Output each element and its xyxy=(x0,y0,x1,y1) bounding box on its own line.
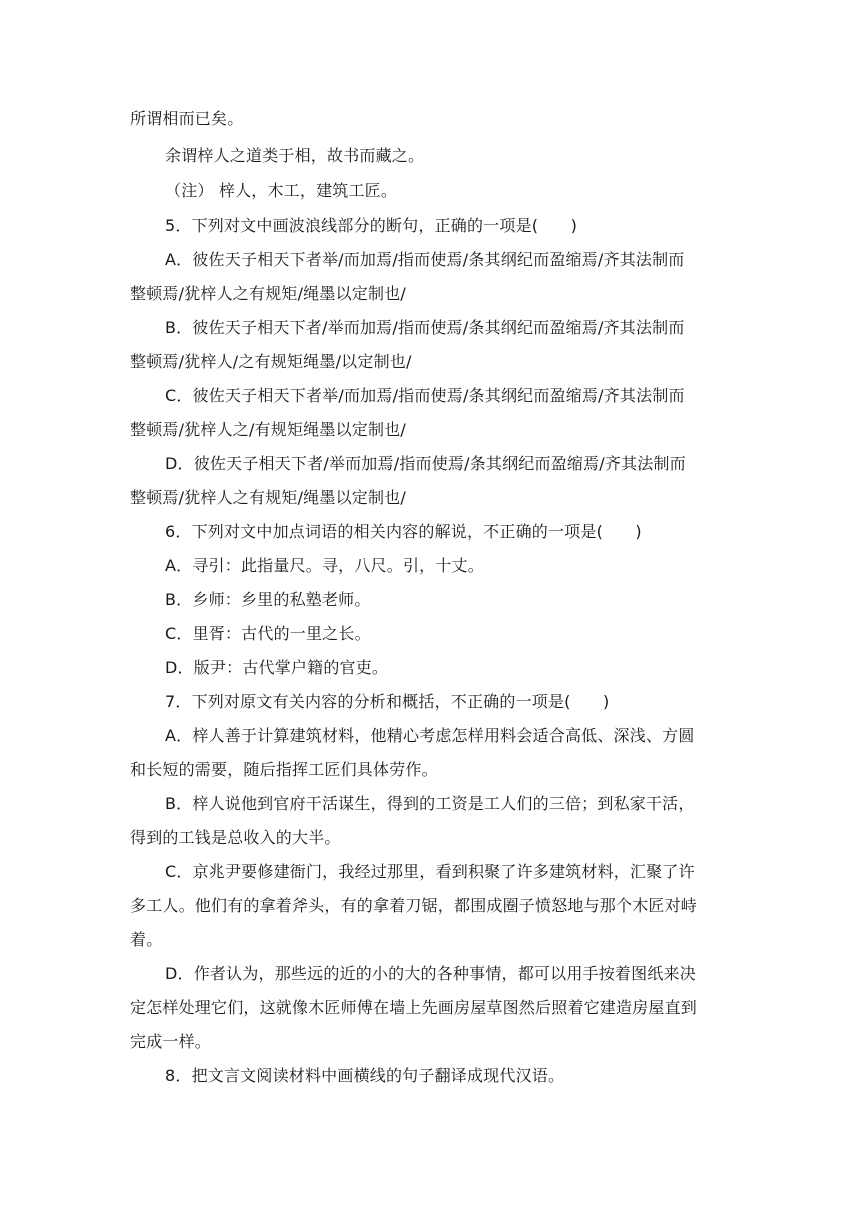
q5-option-c-cont: 整顿焉/犹梓人之/有规矩绳墨以定制也/ xyxy=(130,420,406,439)
q7-option-c-cont-2: 着。 xyxy=(130,930,163,949)
q5-option-d-cont: 整顿焉/犹梓人之有规矩/绳墨以定制也/ xyxy=(130,488,406,507)
q7-option-a: A．梓人善于计算建筑材料，他精心考虑怎样用料会适合高低、深浅、方圆 xyxy=(165,726,695,745)
q6-option-b: B．乡师：乡里的私塾老师。 xyxy=(165,590,371,609)
q7-option-b: B．梓人说他到官府干活谋生，得到的工资是工人们的三倍；到私家干活， xyxy=(165,794,695,813)
question-7-stem: 7．下列对原文有关内容的分析和概括，不正确的一项是( ) xyxy=(165,692,610,711)
q5-option-a: A．彼佐天子相天下者举/而加焉/指而使焉/条其纲纪而盈缩焉/齐其法制而 xyxy=(165,250,685,269)
q5-option-c: C．彼佐天子相天下者举/而加焉/指而使焉/条其纲纪而盈缩焉/齐其法制而 xyxy=(165,386,685,405)
q7-option-c-cont: 多工人。他们有的拿着斧头，有的拿着刀锯，都围成圈子愤怒地与那个木匠对峙 xyxy=(130,896,698,915)
q6-option-a: A．寻引：此指量尺。寻，八尺。引，十丈。 xyxy=(165,556,484,575)
q5-option-d: D．彼佐天子相天下者/举而加焉/指而使焉/条其纲纪而盈缩焉/齐其法制而 xyxy=(165,454,686,473)
q7-option-d-cont: 定怎样处理它们，这就像木匠师傅在墙上先画房屋草图然后照着它建造房屋直到 xyxy=(130,998,698,1017)
q7-option-b-cont: 得到的工钱是总收入的大半。 xyxy=(130,828,341,847)
q7-option-d-cont-2: 完成一样。 xyxy=(130,1032,212,1051)
passage-ending-line: 所谓相而已矣。 xyxy=(130,109,244,128)
q7-option-c: C．京兆尹要修建衙门，我经过那里，看到积聚了许多建筑材料，汇聚了许 xyxy=(165,862,695,881)
question-8-stem: 8．把文言文阅读材料中画横线的句子翻译成现代汉语。 xyxy=(165,1066,565,1085)
q5-option-b-cont: 整顿焉/犹梓人/之有规矩绳墨/以定制也/ xyxy=(130,352,412,371)
q6-option-c: C．里胥：古代的一里之长。 xyxy=(165,624,371,643)
q7-option-d: D．作者认为，那些远的近的小的大的各种事情，都可以用手按着图纸来决 xyxy=(165,964,696,983)
q6-option-d: D．版尹：古代掌户籍的官吏。 xyxy=(165,658,389,677)
question-6-stem: 6．下列对文中加点词语的相关内容的解说，不正确的一项是( ) xyxy=(165,522,642,541)
passage-conclusion-line: 余谓梓人之道类于相，故书而藏之。 xyxy=(165,146,425,165)
footnote: （注） 梓人，木工，建筑工匠。 xyxy=(165,181,398,200)
question-5-stem: 5．下列对文中画波浪线部分的断句，正确的一项是( ) xyxy=(165,216,578,235)
q7-option-a-cont: 和长短的需要，随后指挥工匠们具体劳作。 xyxy=(130,760,438,779)
q5-option-b: B．彼佐天子相天下者/举而加焉/指而使焉/条其纲纪而盈缩焉/齐其法制而 xyxy=(165,318,685,337)
q5-option-a-cont: 整顿焉/犹梓人之有规矩/绳墨以定制也/ xyxy=(130,284,406,303)
